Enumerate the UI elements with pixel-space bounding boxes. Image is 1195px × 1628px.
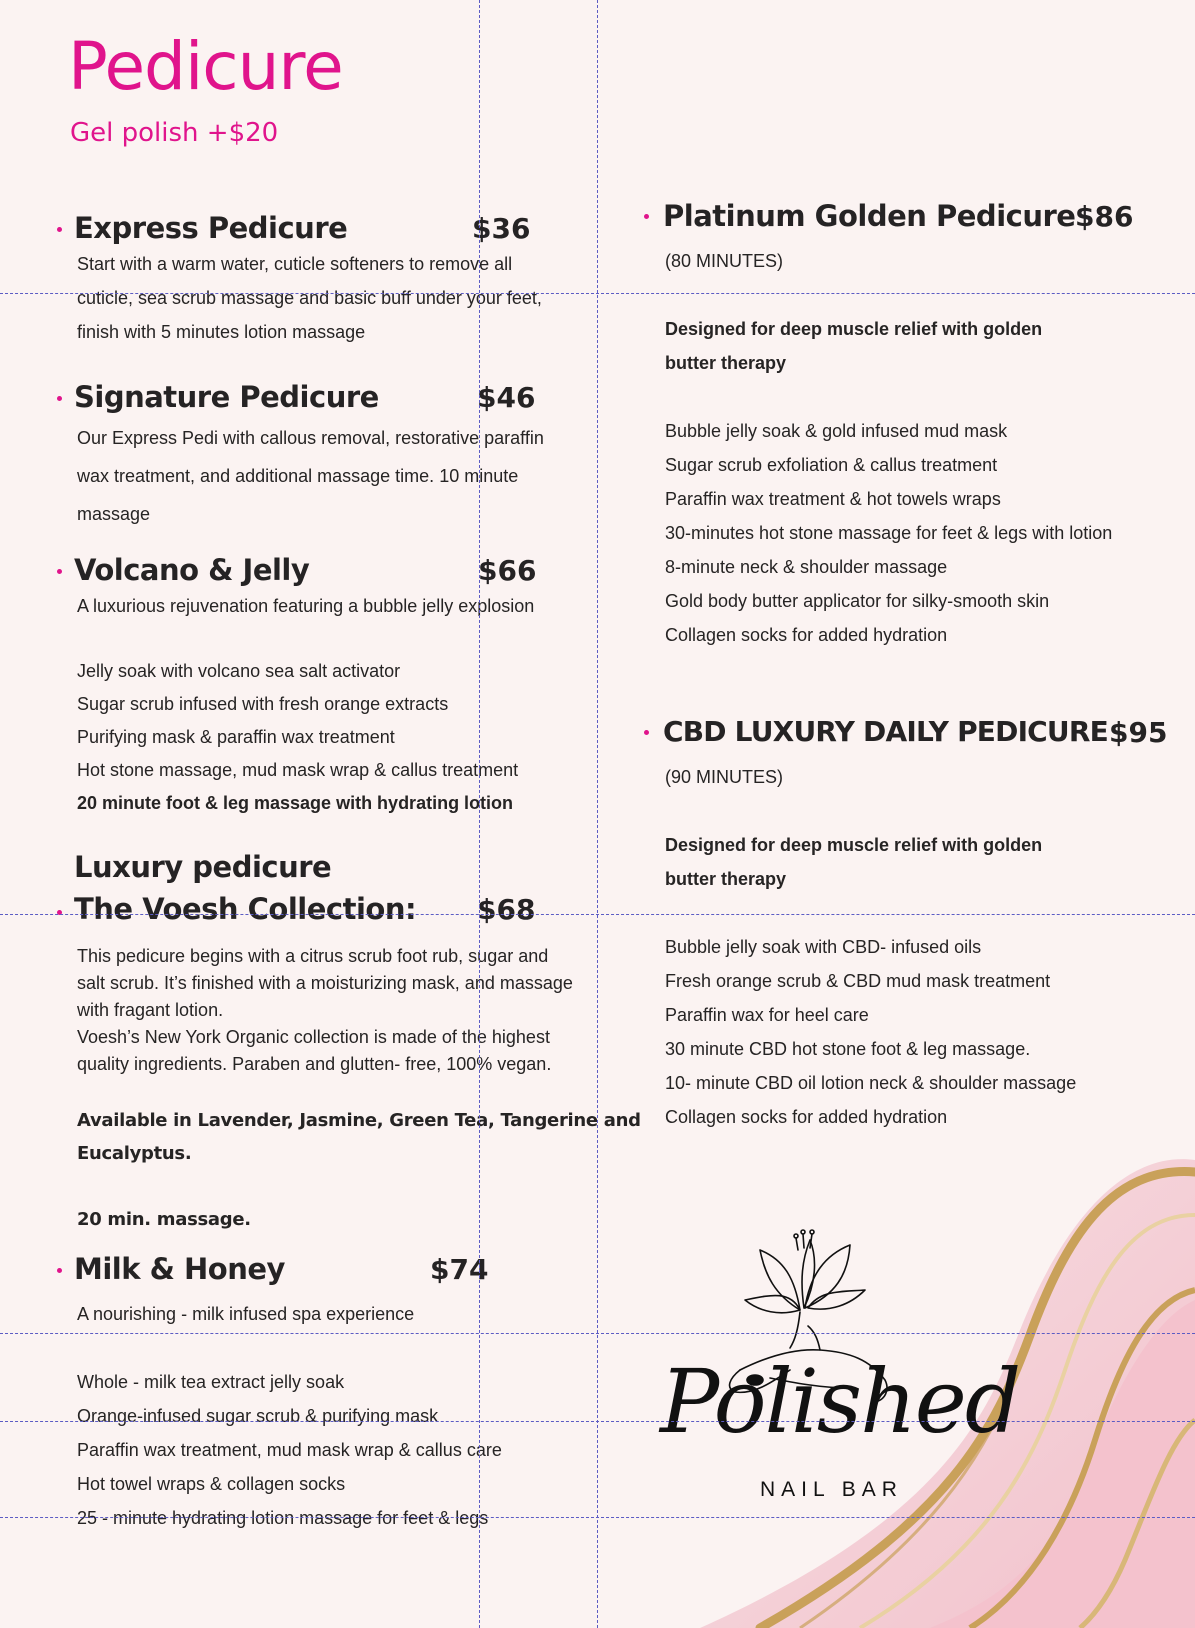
express-pedicure-name: Express Pedicure [74,211,348,245]
signature-desc-line: wax treatment, and additional massage time. 10 minute [77,466,519,486]
volcano-intro: A luxurious rejuvenation featuring a bubble jelly explosion [77,596,535,616]
platinum-tagline: butter therapy [665,353,787,373]
platinum-duration: (80 MINUTES) [665,251,784,271]
platinum-item: Paraffin wax treatment & hot towels wraps [665,489,1001,509]
voesh-desc-line: This pedicure begins with a citrus scrub foot rub, sugar and [77,946,549,966]
voesh-desc-line: Voesh’s New York Organic collection is made of the highest [77,1027,550,1047]
bullet-dot [644,214,649,219]
milk-item: Orange-infused sugar scrub & purifying mask [77,1406,439,1426]
volcano-item-bold: 20 minute foot & leg massage with hydrating lotion [77,793,514,813]
guide-line [479,0,480,1628]
platinum-tagline: Designed for deep muscle relief with golden [665,319,1043,339]
bullet-dot [57,227,62,232]
cbd-tagline: butter therapy [665,869,787,889]
express-desc-line: cuticle, sea scrub massage and basic buff under your feet, [77,288,542,308]
voesh-massage: 20 min. massage. [77,1209,251,1230]
cbd-item: Paraffin wax for heel care [665,1005,869,1025]
milk-item: Whole - milk tea extract jelly soak [77,1372,345,1392]
bullet-dot [57,1268,62,1273]
cbd-item: 10- minute CBD oil lotion neck & shoulder massage [665,1073,1077,1093]
platinum-item: Collagen socks for added hydration [665,625,948,645]
express-pedicure-price: $36 [472,212,531,245]
voesh-collection-name: The Voesh Collection: [74,892,417,926]
milk-item: Paraffin wax treatment, mud mask wrap & callus care [77,1440,502,1460]
voesh-desc-line: quality ingredients. Paraben and glutten- free, 100% vegan. [77,1054,552,1074]
cbd-duration: (90 MINUTES) [665,767,784,787]
cbd-item: 30 minute CBD hot stone foot & leg massage. [665,1039,1031,1059]
milk-item: 25 - minute hydrating lotion massage for feet & legs [77,1508,489,1528]
voesh-collection-price: $68 [477,893,536,926]
volcano-jelly-price: $66 [478,554,537,587]
platinum-item: 8-minute neck & shoulder massage [665,557,948,577]
volcano-item: Jelly soak with volcano sea salt activator [77,661,401,681]
platinum-item: 30-minutes hot stone massage for feet & legs with lotion [665,523,1113,543]
signature-desc-line: Our Express Pedi with callous removal, restorative paraffin [77,428,544,448]
voesh-desc-line: with fragant lotion. [77,1000,224,1020]
voesh-scents-line: Eucalyptus. [77,1143,192,1164]
volcano-item: Hot stone massage, mud mask wrap & callus treatment [77,760,519,780]
platinum-item: Bubble jelly soak & gold infused mud mask [665,421,1008,441]
bullet-dot [57,396,62,401]
milk-honey-name: Milk & Honey [74,1252,285,1286]
cbd-pedicure-name: CBD LUXURY DAILY PEDICURE [663,715,1108,748]
volcano-item: Sugar scrub infused with fresh orange extracts [77,694,449,714]
cbd-item: Fresh orange scrub & CBD mud mask treatment [665,971,1051,991]
volcano-jelly-name: Volcano & Jelly [74,553,310,587]
volcano-item: Purifying mask & paraffin wax treatment [77,727,395,747]
voesh-heading: Luxury pedicure [74,850,332,884]
express-desc-line: Start with a warm water, cuticle softeners to remove all [77,254,513,274]
signature-desc-line: massage [77,504,151,524]
platinum-pedicure-price: $86 [1075,200,1134,233]
milk-intro: A nourishing - milk infused spa experience [77,1304,415,1324]
gel-polish-note: Gel polish +$20 [70,118,279,148]
brand-tagline: NAIL BAR [760,1478,903,1501]
express-desc-line: finish with 5 minutes lotion massage [77,322,366,342]
platinum-item: Sugar scrub exfoliation & callus treatment [665,455,998,475]
cbd-pedicure-price: $95 [1109,716,1168,749]
milk-item: Hot towel wraps & collagen socks [77,1474,346,1494]
platinum-pedicure-name: Platinum Golden Pedicure [663,199,1076,233]
cbd-tagline: Designed for deep muscle relief with golden [665,835,1043,855]
cbd-item: Bubble jelly soak with CBD- infused oils [665,937,982,957]
page-title: Pedicure [68,28,343,105]
voesh-scents-line: Available in Lavender, Jasmine, Green Tea, Tangerine and [77,1110,641,1131]
cbd-item: Collagen socks for added hydration [665,1107,948,1127]
signature-pedicure-price: $46 [477,381,536,414]
bullet-dot [644,730,649,735]
voesh-desc-line: salt scrub. It’s finished with a moisturizing mask, and massage [77,973,573,993]
bullet-dot [57,569,62,574]
milk-honey-price: $74 [430,1253,489,1286]
platinum-item: Gold body butter applicator for silky-smooth skin [665,591,1050,611]
brand-logo-text: Polished [660,1350,1020,1453]
guide-line [597,0,598,1628]
signature-pedicure-name: Signature Pedicure [74,380,379,414]
